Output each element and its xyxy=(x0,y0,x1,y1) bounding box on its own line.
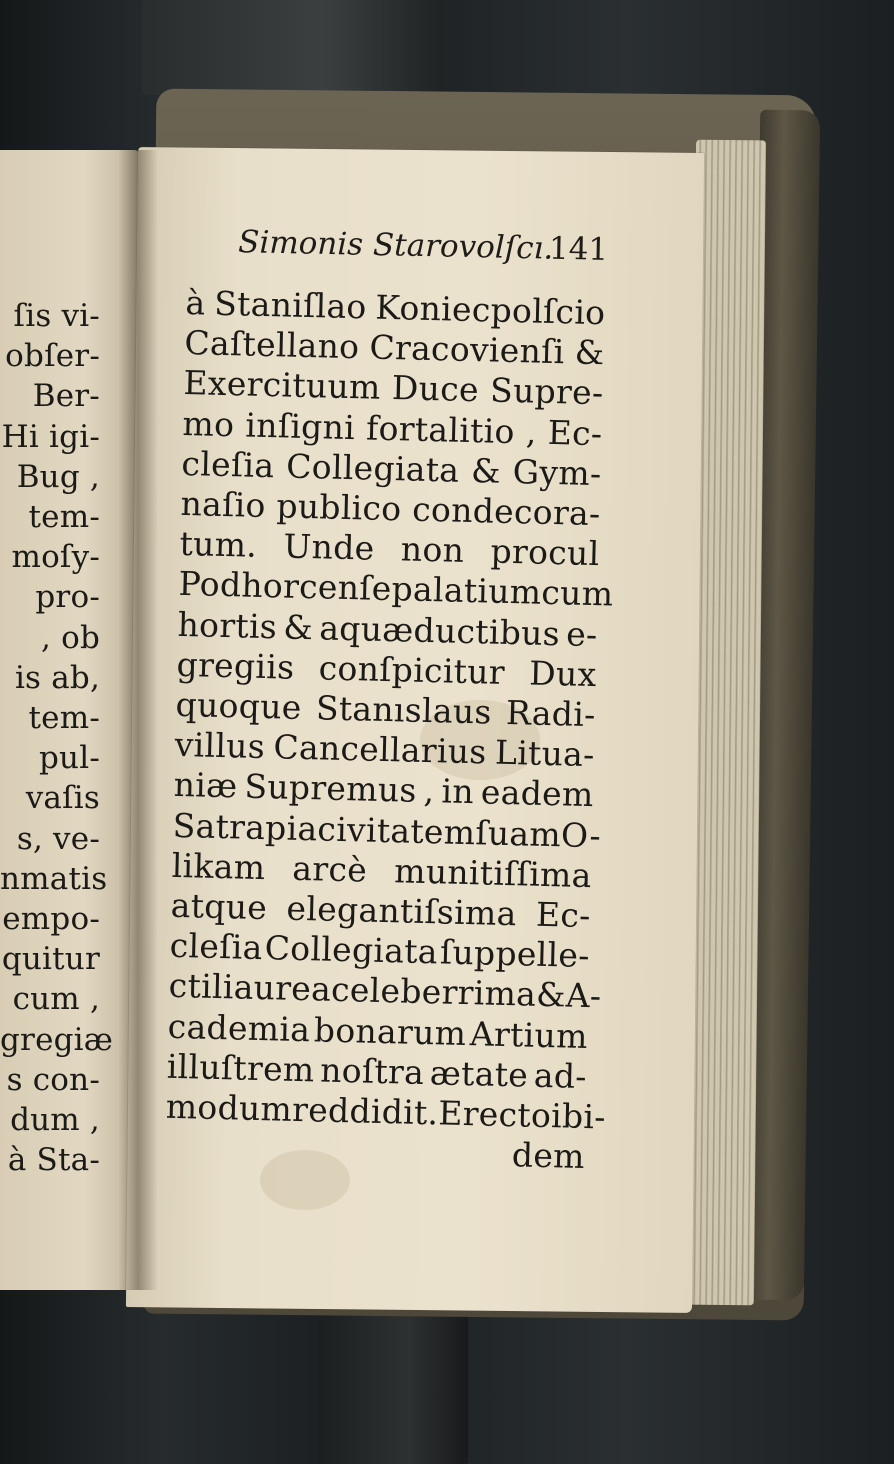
left-page-line: cum , xyxy=(12,981,100,1018)
left-page-line: Ber- xyxy=(32,378,100,415)
text-line: naſio publico condecora- xyxy=(180,483,601,534)
left-page-line: à Sta- xyxy=(7,1142,100,1179)
text-line: atque elegantiſsima Ec- xyxy=(170,885,592,936)
left-page-text xyxy=(0,296,114,1180)
left-page-line: vaſis xyxy=(25,780,100,817)
left-page-line: ſis vi- xyxy=(13,298,100,334)
book-clamp-bottom xyxy=(318,1300,468,1464)
text-line: Satrapia civitatem ſuam O- xyxy=(172,805,602,855)
left-page-line: empo- xyxy=(2,901,100,938)
text-line: cleſia Collegiata & Gym- xyxy=(181,443,602,494)
page-header xyxy=(238,224,609,282)
left-page-line: Hi igi- xyxy=(1,418,100,455)
text-line: villus Cancellarius Litua- xyxy=(174,725,596,775)
left-page-line: gregiæ xyxy=(0,1021,114,1058)
left-page-line: pul- xyxy=(39,740,100,777)
left-page-line: tem- xyxy=(28,700,100,737)
left-page-line: tem- xyxy=(28,499,100,536)
text-line: modum reddidit.Erecto ibi- xyxy=(165,1086,607,1137)
left-page-line: nmatis xyxy=(0,860,108,897)
left-page-line: , ob xyxy=(40,619,100,656)
text-line: ctili aurea celeberrima & A- xyxy=(168,966,602,1016)
text-line: cleſia Collegiata ſuppelle- xyxy=(169,926,591,976)
text-line: niæ Supremus , in eadem xyxy=(173,765,595,815)
text-line: dem xyxy=(511,1135,586,1177)
text-line: illuſtrem noſtra ætate ad- xyxy=(166,1046,588,1096)
left-page-line: obſer- xyxy=(5,338,100,375)
page-number: 141 xyxy=(548,230,609,268)
text-line: Caſtellano Cracovienſi & xyxy=(184,323,605,373)
text-line: hortis & aquæductibus e- xyxy=(177,604,599,654)
left-page-line: s, ve- xyxy=(16,820,100,857)
left-page-line: dum , xyxy=(10,1102,100,1139)
text-line: likam arcè munitiſſima xyxy=(171,845,593,895)
left-page-line: pro- xyxy=(35,579,100,616)
text-line: quoque Stanıslaus Radi- xyxy=(175,684,597,735)
left-page-line: is ab, xyxy=(14,659,100,696)
left-page-line: moſy- xyxy=(11,539,100,576)
running-head: Simonis Starovolſcı. xyxy=(237,224,554,267)
body-text xyxy=(164,283,614,1177)
text-line: cademia bonarum Artium xyxy=(167,1006,589,1056)
gutter-shadow xyxy=(118,150,158,1290)
left-page-line: Bug , xyxy=(16,458,100,495)
text-line: tum. Unde non procul xyxy=(179,524,600,574)
book-clamp-top xyxy=(142,0,442,95)
text-line: Podhorcenſe palatium cum xyxy=(178,564,614,614)
text-line: mo inſigni fortalitio , Ec- xyxy=(182,403,603,453)
text-line: gregiis conſpicitur Dux xyxy=(176,644,598,694)
left-page-line: quitur xyxy=(1,941,100,978)
text-line: Exercituum Duce Supre- xyxy=(183,363,604,413)
text-line: à Staniſlao Koniecpolſcio xyxy=(185,283,606,333)
left-page-line: s con- xyxy=(6,1061,100,1098)
